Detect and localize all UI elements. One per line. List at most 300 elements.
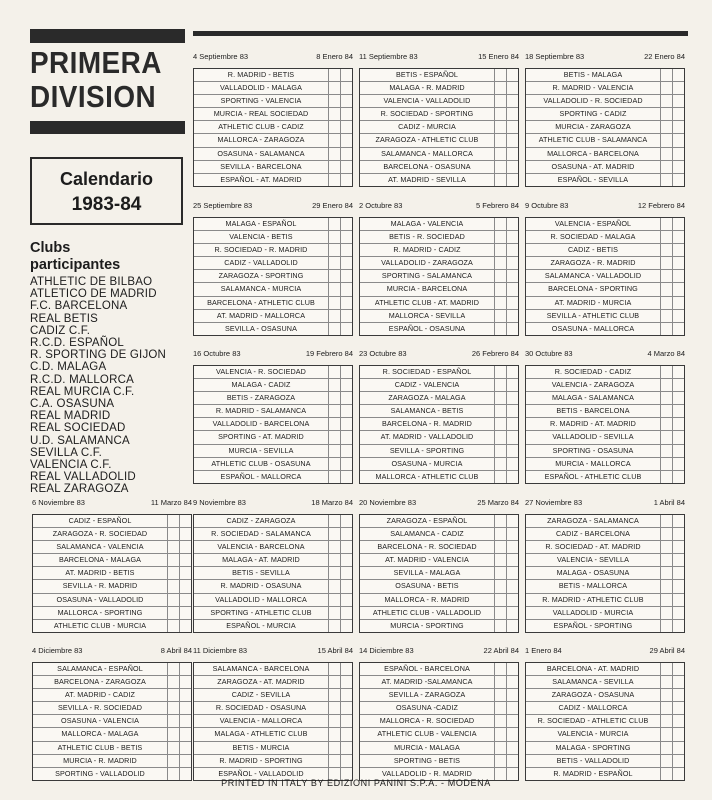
matchday-block — [359, 51, 519, 187]
score-cell-home — [661, 379, 673, 391]
fixture-teams: VALLADOLID - BARCELONA — [194, 418, 329, 430]
fixture-row — [194, 257, 352, 270]
score-cell-away — [673, 366, 684, 378]
fixture-teams: AT. MADRID -SALAMANCA — [360, 676, 495, 688]
score-cell-home — [329, 95, 341, 107]
club-name: R.C.D. MALLORCA — [30, 373, 134, 386]
first-leg-date: 14 Diciembre 83 — [359, 646, 414, 655]
fixture-teams: VALLADOLID - R. MADRID — [360, 768, 495, 780]
score-cell-home — [661, 392, 673, 404]
score-cell-home — [329, 108, 341, 120]
fixture-row — [360, 148, 518, 161]
fixture-row — [33, 728, 191, 741]
first-leg-date: 1 Enero 84 — [525, 646, 562, 655]
score-cell-away — [507, 218, 518, 230]
club-name: R. SPORTING DE GIJON — [30, 349, 167, 362]
fixture-row — [360, 554, 518, 567]
fixture-row — [360, 218, 518, 231]
matchday-dates — [525, 348, 685, 360]
score-cell-away — [507, 607, 518, 619]
score-cell-home — [495, 297, 507, 309]
fixture-teams: R. MADRID - ESPAÑOL — [526, 768, 661, 780]
score-cell-home — [495, 607, 507, 619]
score-cell-home — [495, 689, 507, 701]
fixture-teams: SALAMANCA - VALLADOLID — [526, 270, 661, 282]
fixture-row — [360, 471, 518, 483]
score-cell-away — [180, 580, 191, 592]
score-cell-home — [495, 174, 507, 186]
clubs-heading-line-2: participantes — [30, 257, 121, 273]
fixture-teams: ESPAÑOL - SPORTING — [526, 620, 661, 632]
score-cell-away — [507, 82, 518, 94]
score-cell-away — [341, 134, 352, 146]
score-cell-home — [495, 379, 507, 391]
fixture-teams: ZARAGOZA - MALAGA — [360, 392, 495, 404]
score-cell-away — [673, 607, 684, 619]
fixture-teams: VALENCIA - BETIS — [194, 231, 329, 243]
fixture-teams: R. MADRID - VALENCIA — [526, 82, 661, 94]
score-cell-home — [495, 392, 507, 404]
score-cell-home — [168, 742, 180, 754]
score-cell-away — [341, 580, 352, 592]
score-cell-away — [507, 689, 518, 701]
fixture-row — [526, 554, 684, 567]
score-cell-away — [341, 418, 352, 430]
score-cell-away — [673, 742, 684, 754]
club-name: REAL MADRID — [30, 410, 111, 423]
fixture-teams: MALAGA - VALENCIA — [360, 218, 495, 230]
second-leg-date: 29 Abril 84 — [649, 646, 685, 655]
fixture-row — [194, 108, 352, 121]
score-cell-home — [329, 310, 341, 322]
fixture-teams: MALAGA - SPORTING — [526, 742, 661, 754]
fixture-row — [194, 161, 352, 174]
score-cell-home — [661, 554, 673, 566]
fixture-teams: SALAMANCA - ESPAÑOL — [33, 663, 168, 675]
fixture-row — [33, 580, 191, 593]
fixture-row — [360, 231, 518, 244]
printer-footer: PRINTED IN ITALY BY EDIZIONI PANINI S.P.A. - MODENA — [221, 778, 491, 788]
fixture-teams: OSASUNA - VALENCIA — [33, 715, 168, 727]
fixture-row — [33, 689, 191, 702]
score-cell-away — [673, 244, 684, 256]
fixture-row — [360, 515, 518, 528]
first-leg-date: 27 Noviembre 83 — [525, 498, 583, 507]
score-cell-away — [341, 95, 352, 107]
score-cell-away — [507, 755, 518, 767]
fixture-row — [194, 620, 352, 632]
score-cell-home — [329, 567, 341, 579]
score-cell-home — [661, 620, 673, 632]
score-cell-away — [673, 458, 684, 470]
fixture-row — [526, 541, 684, 554]
fixture-teams: SEVILLA - ATHLETIC CLUB — [526, 310, 661, 322]
score-cell-away — [673, 323, 684, 335]
score-cell-away — [507, 663, 518, 675]
score-cell-home — [168, 702, 180, 714]
fixture-row — [360, 405, 518, 418]
score-cell-home — [661, 218, 673, 230]
matchday-dates — [193, 200, 353, 212]
matchday-block — [359, 348, 519, 484]
fixture-row — [194, 689, 352, 702]
fixture-row — [194, 231, 352, 244]
fixture-teams: ESPAÑOL - BARCELONA — [360, 663, 495, 675]
fixture-teams: AT. MADRID - SEVILLA — [360, 174, 495, 186]
fixture-teams: MALLORCA - R. SOCIEDAD — [360, 715, 495, 727]
fixture-table — [193, 217, 353, 336]
matchday-dates — [525, 497, 685, 509]
matchday-dates — [359, 645, 519, 657]
score-cell-home — [329, 689, 341, 701]
fixture-row — [360, 755, 518, 768]
fixture-teams: ZARAGOZA - R. SOCIEDAD — [33, 528, 168, 540]
score-cell-away — [673, 541, 684, 553]
fixture-teams: SPORTING - BETIS — [360, 755, 495, 767]
score-cell-home — [495, 567, 507, 579]
score-cell-away — [180, 702, 191, 714]
fixture-row — [194, 742, 352, 755]
score-cell-home — [661, 366, 673, 378]
fixture-teams: ESPAÑOL - ATHLETIC CLUB — [526, 471, 661, 483]
fixture-teams: MALAGA - AT. MADRID — [194, 554, 329, 566]
score-cell-away — [673, 310, 684, 322]
fixture-teams: MALAGA - SALAMANCA — [526, 392, 661, 404]
score-cell-home — [168, 620, 180, 632]
fixture-row — [194, 515, 352, 528]
score-cell-home — [329, 515, 341, 527]
fixture-teams: BETIS - MURCIA — [194, 742, 329, 754]
fixture-row — [526, 458, 684, 471]
score-cell-away — [341, 392, 352, 404]
fixture-teams: MALLORCA - ZARAGOZA — [194, 134, 329, 146]
club-name: REAL BETIS — [30, 312, 99, 325]
fixture-teams: BETIS - BARCELONA — [526, 405, 661, 417]
fixture-row — [526, 392, 684, 405]
fixture-row — [194, 244, 352, 257]
fixture-teams: R. MADRID - SPORTING — [194, 755, 329, 767]
fixture-row — [194, 541, 352, 554]
fixture-teams: BETIS - R. SOCIEDAD — [360, 231, 495, 243]
clubs-heading — [30, 240, 190, 274]
score-cell-away — [507, 121, 518, 133]
fixture-teams: OSASUNA -CADIZ — [360, 702, 495, 714]
matchday-block — [359, 200, 519, 336]
score-cell-away — [673, 379, 684, 391]
score-cell-away — [673, 471, 684, 483]
fixture-teams: OSASUNA - SALAMANCA — [194, 148, 329, 160]
score-cell-away — [507, 244, 518, 256]
fixture-row — [33, 702, 191, 715]
fixture-teams: R. MADRID - SALAMANCA — [194, 405, 329, 417]
fixture-teams: MURCIA - MALLORCA — [526, 458, 661, 470]
fixture-row — [194, 728, 352, 741]
matchday-dates — [359, 200, 519, 212]
matchday-block — [525, 645, 685, 781]
score-cell-home — [495, 134, 507, 146]
fixture-teams: MURCIA - MALAGA — [360, 742, 495, 754]
score-cell-away — [507, 471, 518, 483]
fixture-row — [526, 257, 684, 270]
fixture-row — [194, 323, 352, 335]
score-cell-away — [341, 541, 352, 553]
score-cell-away — [341, 323, 352, 335]
score-cell-away — [341, 663, 352, 675]
fixture-teams: VALLADOLID - SEVILLA — [526, 431, 661, 443]
matchday-block — [359, 497, 519, 633]
fixture-teams: VALENCIA - ESPAÑOL — [526, 218, 661, 230]
fixture-row — [526, 270, 684, 283]
fixture-row — [526, 405, 684, 418]
fixture-row — [33, 541, 191, 554]
fixture-row — [526, 755, 684, 768]
fixture-teams: BETIS - ZARAGOZA — [194, 392, 329, 404]
fixture-row — [33, 607, 191, 620]
score-cell-away — [673, 755, 684, 767]
score-cell-home — [329, 121, 341, 133]
fixture-teams: MALLORCA - SPORTING — [33, 607, 168, 619]
fixture-teams: R. SOCIEDAD - SPORTING — [360, 108, 495, 120]
score-cell-away — [341, 283, 352, 295]
score-cell-home — [329, 607, 341, 619]
fixture-row — [360, 95, 518, 108]
matchday-dates — [193, 645, 353, 657]
score-cell-home — [168, 528, 180, 540]
fixture-row — [360, 174, 518, 186]
fixture-teams: CADIZ - BARCELONA — [526, 528, 661, 540]
score-cell-home — [661, 270, 673, 282]
fixture-teams: SALAMANCA - CADIZ — [360, 528, 495, 540]
fixture-row — [33, 554, 191, 567]
fixture-row — [526, 607, 684, 620]
matchday-block — [525, 200, 685, 336]
score-cell-home — [661, 689, 673, 701]
second-leg-date: 5 Febrero 84 — [476, 201, 519, 210]
fixture-teams: ESPAÑOL - MALLORCA — [194, 471, 329, 483]
fixture-row — [360, 702, 518, 715]
score-cell-home — [495, 148, 507, 160]
fixture-teams: SPORTING - VALENCIA — [194, 95, 329, 107]
score-cell-away — [180, 567, 191, 579]
score-cell-away — [507, 310, 518, 322]
fixture-row — [526, 161, 684, 174]
score-cell-away — [507, 580, 518, 592]
matchday-dates — [193, 497, 353, 509]
fixture-teams: VALENCIA - R. SOCIEDAD — [194, 366, 329, 378]
score-cell-home — [495, 405, 507, 417]
fixture-row — [526, 82, 684, 95]
fixture-teams: BARCELONA - MALAGA — [33, 554, 168, 566]
fixture-teams: AT. MADRID - MALLORCA — [194, 310, 329, 322]
first-leg-date: 9 Noviembre 83 — [193, 498, 246, 507]
club-name: F.C. BARCELONA — [30, 300, 128, 313]
score-cell-away — [673, 567, 684, 579]
score-cell-away — [673, 418, 684, 430]
score-cell-away — [341, 231, 352, 243]
fixture-row — [194, 554, 352, 567]
fixture-row — [360, 134, 518, 147]
score-cell-away — [673, 161, 684, 173]
fixture-row — [526, 379, 684, 392]
fixture-row — [526, 297, 684, 310]
fixture-row — [360, 676, 518, 689]
score-cell-home — [661, 663, 673, 675]
score-cell-away — [673, 702, 684, 714]
fixture-row — [526, 323, 684, 335]
score-cell-away — [341, 405, 352, 417]
club-name: REAL VALLADOLID — [30, 471, 136, 484]
fixture-row — [526, 528, 684, 541]
fixture-teams: SEVILLA - SPORTING — [360, 445, 495, 457]
score-cell-home — [661, 108, 673, 120]
score-cell-away — [341, 270, 352, 282]
score-cell-away — [341, 431, 352, 443]
score-cell-home — [661, 567, 673, 579]
fixture-teams: R. SOCIEDAD - ATHLETIC CLUB — [526, 715, 661, 727]
club-name: CADIZ C.F. — [30, 324, 91, 337]
score-cell-away — [341, 755, 352, 767]
fixture-teams: VALENCIA - SEVILLA — [526, 554, 661, 566]
fixture-row — [360, 594, 518, 607]
fixture-row — [194, 715, 352, 728]
score-cell-away — [341, 458, 352, 470]
score-cell-home — [329, 270, 341, 282]
fixture-row — [33, 528, 191, 541]
fixture-teams: ESPAÑOL - MURCIA — [194, 620, 329, 632]
score-cell-away — [341, 244, 352, 256]
fixture-teams: ZARAGOZA - ESPAÑOL — [360, 515, 495, 527]
score-cell-away — [507, 257, 518, 269]
matchday-block — [525, 348, 685, 484]
score-cell-home — [329, 231, 341, 243]
second-leg-date: 8 Abril 84 — [160, 646, 192, 655]
fixture-row — [526, 174, 684, 186]
score-cell-away — [507, 297, 518, 309]
score-cell-away — [507, 95, 518, 107]
matchday-block — [193, 51, 353, 187]
fixture-teams: CADIZ - ZARAGOZA — [194, 515, 329, 527]
fixture-table — [359, 217, 519, 336]
fixture-teams: AT. MADRID - MURCIA — [526, 297, 661, 309]
fixture-teams: R. MADRID - CADIZ — [360, 244, 495, 256]
score-cell-home — [329, 134, 341, 146]
fixture-row — [360, 244, 518, 257]
fixture-row — [360, 431, 518, 444]
fixture-row — [194, 676, 352, 689]
fixture-row — [526, 134, 684, 147]
matchday-dates — [32, 645, 192, 657]
first-leg-date: 6 Noviembre 83 — [32, 498, 85, 507]
fixture-row — [194, 755, 352, 768]
score-cell-away — [673, 283, 684, 295]
fixture-teams: SALAMANCA - MURCIA — [194, 283, 329, 295]
score-cell-home — [661, 676, 673, 688]
score-cell-away — [507, 148, 518, 160]
score-cell-away — [341, 257, 352, 269]
fixture-teams: SEVILLA - MALAGA — [360, 567, 495, 579]
score-cell-home — [495, 594, 507, 606]
fixture-teams: ESPAÑOL - SEVILLA — [526, 174, 661, 186]
score-cell-home — [495, 121, 507, 133]
score-cell-home — [329, 174, 341, 186]
score-cell-home — [329, 458, 341, 470]
fixture-teams: ESPAÑOL - OSASUNA — [360, 323, 495, 335]
score-cell-home — [329, 676, 341, 688]
fixture-table — [359, 365, 519, 484]
score-cell-away — [673, 580, 684, 592]
fixture-teams: AT. MADRID - BETIS — [33, 567, 168, 579]
score-cell-away — [673, 445, 684, 457]
second-leg-date: 19 Febrero 84 — [305, 349, 353, 358]
score-cell-away — [341, 567, 352, 579]
score-cell-away — [673, 231, 684, 243]
fixture-row — [194, 528, 352, 541]
score-cell-away — [180, 528, 191, 540]
score-cell-away — [673, 405, 684, 417]
score-cell-home — [329, 297, 341, 309]
score-cell-home — [495, 218, 507, 230]
score-cell-home — [329, 379, 341, 391]
score-cell-home — [495, 283, 507, 295]
score-cell-away — [673, 95, 684, 107]
score-cell-home — [661, 283, 673, 295]
score-cell-away — [673, 82, 684, 94]
fixture-row — [33, 594, 191, 607]
fixture-row — [360, 108, 518, 121]
fixture-row — [194, 174, 352, 186]
fixture-row — [526, 108, 684, 121]
score-cell-away — [341, 82, 352, 94]
matchday-dates — [359, 348, 519, 360]
fixture-row — [360, 392, 518, 405]
second-leg-date: 15 Enero 84 — [478, 52, 519, 61]
score-cell-home — [495, 270, 507, 282]
fixture-teams: MURCIA - ZARAGOZA — [526, 121, 661, 133]
first-leg-date: 23 Octubre 83 — [359, 349, 407, 358]
fixture-table — [359, 662, 519, 781]
score-cell-home — [661, 515, 673, 527]
fixture-row — [360, 663, 518, 676]
first-leg-date: 4 Septiembre 83 — [193, 52, 249, 61]
score-cell-home — [661, 148, 673, 160]
fixture-teams: VALENCIA - ZARAGOZA — [526, 379, 661, 391]
fixture-row — [526, 580, 684, 593]
first-leg-date: 9 Octubre 83 — [525, 201, 569, 210]
fixture-teams: ZARAGOZA - SPORTING — [194, 270, 329, 282]
score-cell-away — [180, 554, 191, 566]
fixture-teams: BARCELONA - AT. MADRID — [526, 663, 661, 675]
score-cell-away — [180, 742, 191, 754]
fixture-row — [526, 148, 684, 161]
score-cell-away — [507, 567, 518, 579]
fixture-teams: CADIZ - ESPAÑOL — [33, 515, 168, 527]
score-cell-home — [329, 283, 341, 295]
fixture-row — [194, 445, 352, 458]
fixture-table — [32, 662, 192, 781]
fixture-row — [526, 689, 684, 702]
club-name: C.D. MALAGA — [30, 361, 107, 374]
fixture-teams: MURCIA - SPORTING — [360, 620, 495, 632]
score-cell-home — [661, 742, 673, 754]
fixture-row — [360, 257, 518, 270]
score-cell-home — [329, 323, 341, 335]
fixture-teams: ATHLETIC CLUB - CADIZ — [194, 121, 329, 133]
clubs-heading-line-1: Clubs — [30, 240, 71, 256]
fixture-teams: VALLADOLID - MURCIA — [526, 607, 661, 619]
second-leg-date: 22 Enero 84 — [644, 52, 685, 61]
score-cell-away — [673, 121, 684, 133]
score-cell-away — [507, 69, 518, 81]
